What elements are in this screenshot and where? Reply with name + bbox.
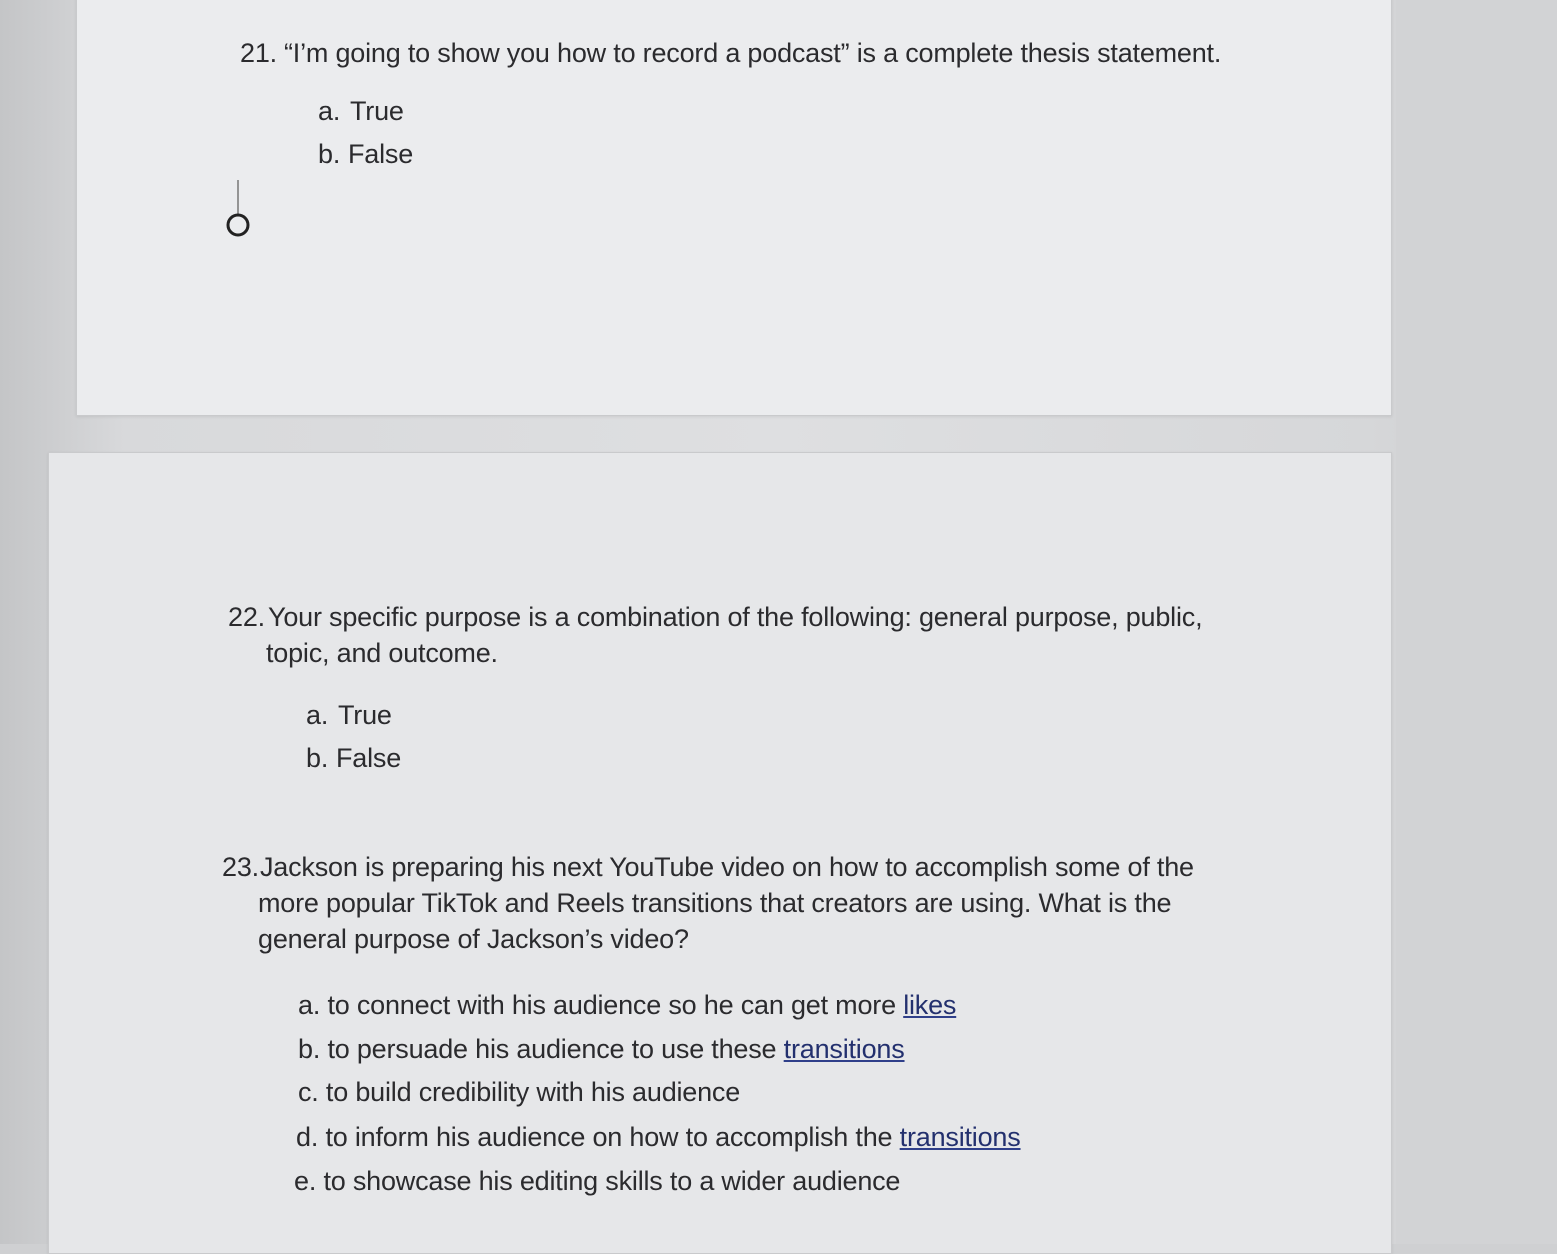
option-c[interactable]	[298, 1077, 740, 1108]
option-link-transitions[interactable]: transitions	[783, 1034, 905, 1064]
option-letter: b.	[306, 743, 329, 773]
option-text: to showcase his editing skills to a wider audience	[323, 1166, 901, 1196]
question-prompt-line-1: Your specific purpose is a combination of the following: general purpose, public,	[268, 602, 1203, 632]
option-text: to inform his audience on how to accomplish the	[325, 1122, 900, 1152]
question-prompt: “I’m going to show you how to record a podcast” is a complete thesis statement.	[284, 38, 1222, 68]
question-prompt-line-2: more popular TikTok and Reels transitions that creators are using. What is the	[258, 888, 1172, 918]
option-letter: d.	[296, 1122, 319, 1152]
option-letter: a.	[306, 700, 329, 730]
option-letter: a.	[318, 96, 341, 126]
screen-edge	[1396, 0, 1557, 1244]
option-a[interactable]	[298, 990, 956, 1021]
option-b[interactable]	[298, 1034, 905, 1065]
option-text: True	[350, 96, 404, 126]
option-letter: b.	[298, 1034, 321, 1064]
option-link-likes[interactable]: likes	[903, 990, 957, 1020]
option-text: to connect with his audience so he can get more	[327, 990, 904, 1020]
option-letter: b.	[318, 139, 341, 169]
question-prompt-line-3: general purpose of Jackson’s video?	[258, 924, 689, 954]
option-letter: a.	[298, 990, 321, 1020]
pin-icon	[224, 178, 254, 238]
option-link-transitions[interactable]: transitions	[899, 1122, 1021, 1152]
question-number: 21.	[240, 38, 277, 68]
option-text: to persuade his audience to use these	[327, 1034, 784, 1064]
option-text: False	[336, 743, 402, 773]
question-prompt-line-2: topic, and outcome.	[266, 638, 498, 668]
question-prompt-line-1: Jackson is preparing his next YouTube video on how to accomplish some of the	[260, 852, 1194, 882]
option-letter: e.	[294, 1166, 317, 1196]
option-d[interactable]	[296, 1122, 1021, 1153]
option-text: False	[348, 139, 414, 169]
question-number: 22.	[228, 602, 265, 632]
option-letter: c.	[298, 1077, 319, 1107]
option-text: True	[338, 700, 392, 730]
option-e[interactable]	[294, 1166, 900, 1197]
option-text: to build credibility with his audience	[325, 1077, 741, 1107]
question-number: 23.	[222, 852, 259, 882]
